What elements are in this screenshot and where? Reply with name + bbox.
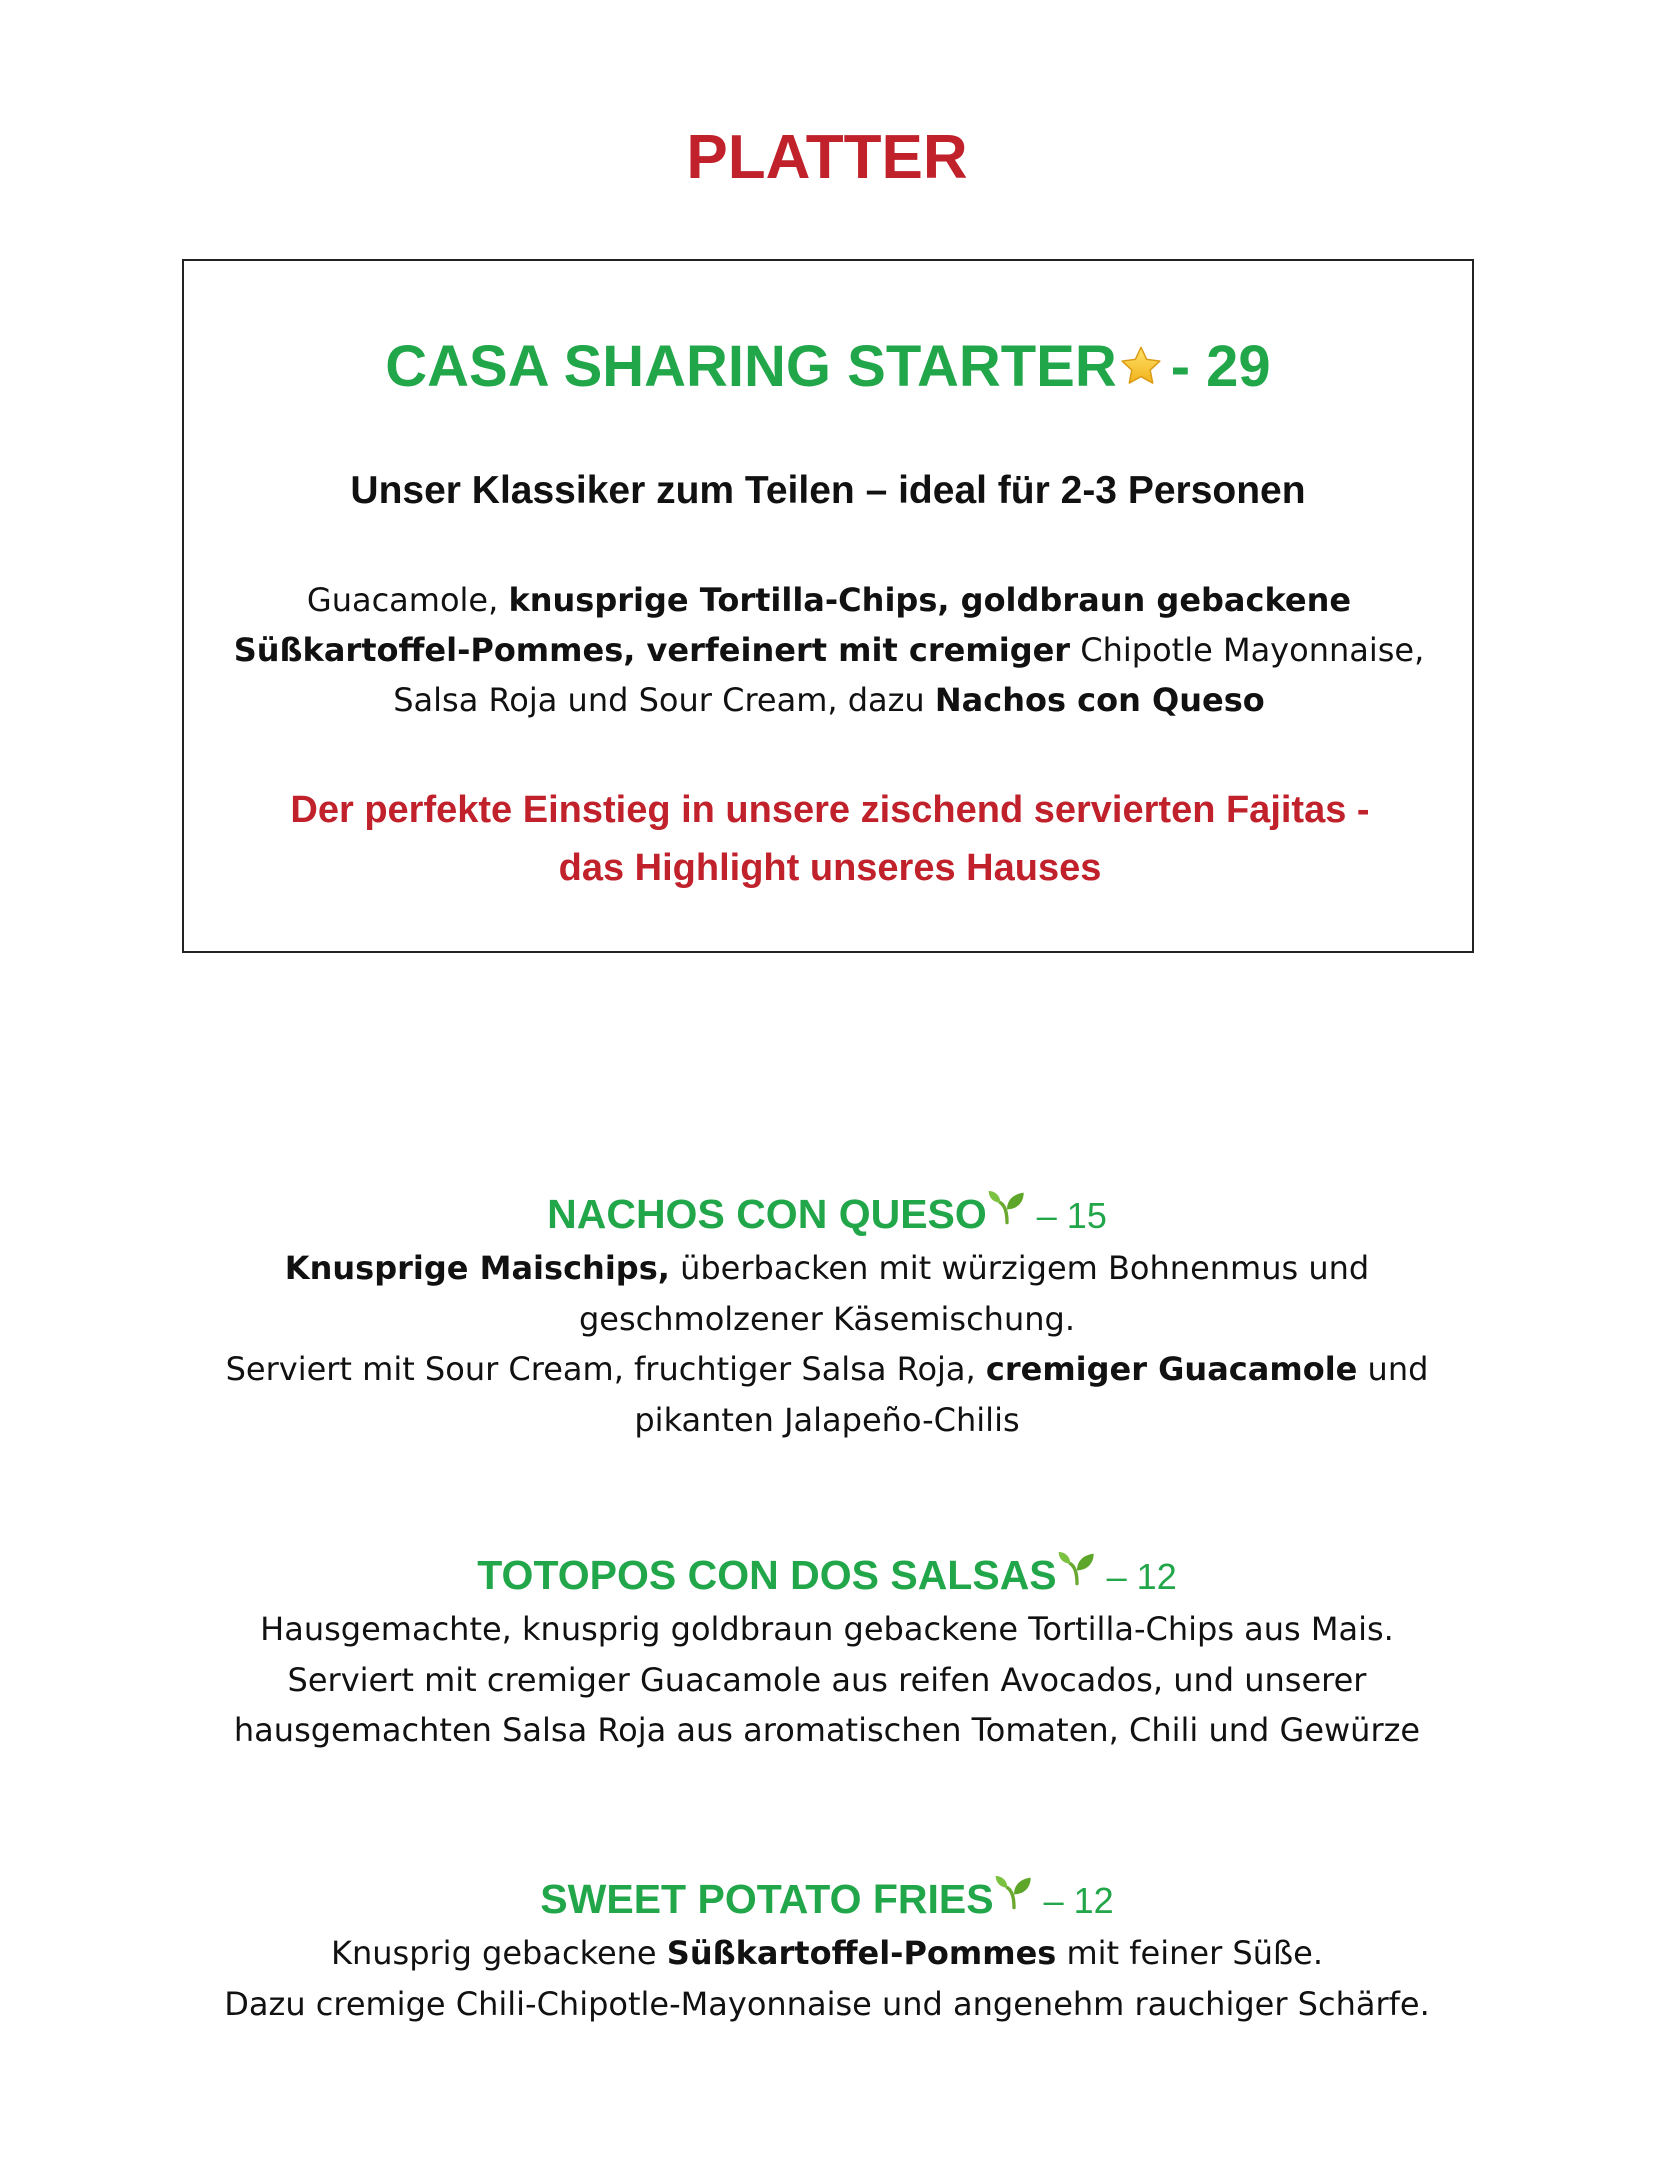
feature-title: [184, 333, 1472, 400]
feature-note-line-1: Der perfekte Einstieg in unsere zischend servierten Fajitas -: [290, 789, 1370, 831]
feature-box: [182, 259, 1474, 953]
menu-item-totopos: [0, 1547, 1654, 1756]
item-desc-line: hausgemachten Salsa Roja aus aromatischen Tomaten, Chili und Gewürze: [233, 1711, 1421, 1749]
sprout-icon: [1057, 1547, 1097, 1587]
star-icon: [1119, 344, 1163, 388]
menu-item-nachos: [0, 1186, 1654, 1445]
item-desc-line: Hausgemachte, knusprig goldbraun gebackene Tortilla-Chips aus Mais.: [260, 1610, 1394, 1648]
feature-desc-part-3: Chipotle Mayonnaise, Salsa Roja und Sour Cream, dazu: [393, 631, 1425, 719]
item-description: [0, 1604, 1654, 1756]
feature-description: [200, 575, 1458, 725]
item-title: [0, 1871, 1654, 1926]
item-title-text: TOTOPOS CON DOS SALSAS: [477, 1552, 1057, 1598]
sprout-icon: [987, 1186, 1027, 1226]
item-desc-bold: Süßkartoffel-Pommes: [666, 1934, 1057, 1972]
feature-title-text: CASA SHARING STARTER: [385, 334, 1117, 399]
item-title: [0, 1186, 1654, 1241]
feature-price: - 29: [1170, 334, 1271, 399]
item-desc-line: Serviert mit cremiger Guacamole aus reifen Avocados, und unserer: [287, 1660, 1367, 1699]
item-description: [0, 1243, 1654, 1445]
item-desc-text: Serviert mit Sour Cream, fruchtiger Salsa Roja,: [225, 1350, 986, 1388]
item-title: [0, 1547, 1654, 1602]
item-desc-bold: Knusprige Maischips,: [284, 1249, 670, 1287]
feature-tagline: Unser Klassiker zum Teilen – ideal für 2-3 Personen: [350, 469, 1306, 512]
item-price: – 12: [1043, 1880, 1114, 1921]
item-desc-text: überbacken mit würzigem Bohnenmus und geschmolzener Käsemischung.: [578, 1249, 1370, 1338]
item-desc-text: mit feiner Süße.: [1056, 1934, 1324, 1972]
item-price: – 12: [1106, 1556, 1177, 1597]
item-price: – 15: [1036, 1195, 1107, 1236]
item-title-text: NACHOS CON QUESO: [547, 1191, 987, 1237]
item-title-text: SWEET POTATO FRIES: [540, 1876, 994, 1922]
feature-note-line-2: das Highlight unseres Hauses: [558, 847, 1102, 889]
sprout-icon: [994, 1871, 1034, 1911]
feature-desc-part-1: Guacamole,: [306, 581, 509, 619]
page-title: PLATTER: [686, 123, 968, 192]
item-desc-line: Dazu cremige Chili-Chipotle-Mayonnaise und angenehm rauchiger Schärfe.: [224, 1984, 1430, 2023]
feature-note: [224, 781, 1436, 897]
item-description: [0, 1928, 1654, 2029]
item-desc-text: Knusprig gebackene: [330, 1934, 667, 1972]
item-desc-bold: cremiger Guacamole: [985, 1350, 1358, 1388]
feature-desc-part-2: knusprige Tortilla-Chips, goldbraun gebackene Süßkartoffel-Pommes, verfeinert mit cremiger: [233, 581, 1352, 669]
item-desc-text: und pikanten Jalapeño-Chilis: [634, 1350, 1429, 1439]
feature-desc-part-4: Nachos con Queso: [934, 681, 1265, 719]
menu-item-sweet-potato-fries: [0, 1871, 1654, 2029]
